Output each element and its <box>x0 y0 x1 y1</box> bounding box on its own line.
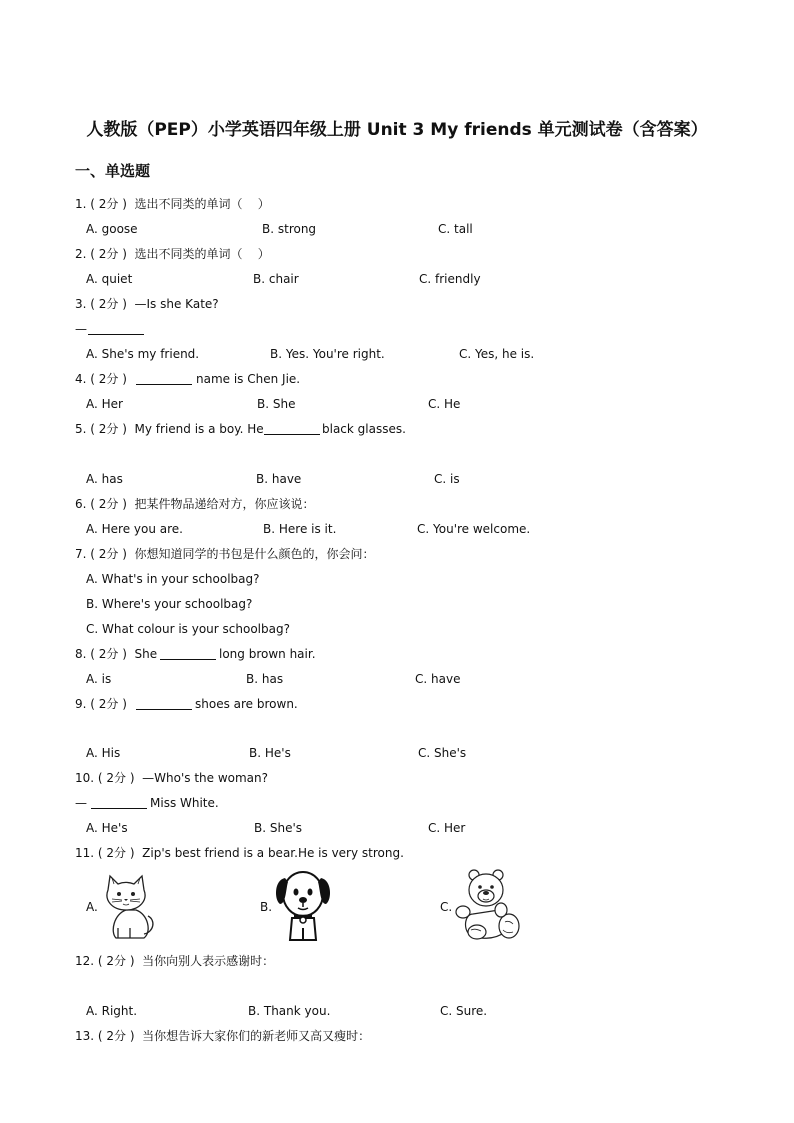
q2-option-a[interactable]: A. quiet <box>86 272 133 286</box>
q1-option-c[interactable]: C. tall <box>438 222 473 236</box>
question-9-tail: shoes are brown. <box>195 697 298 711</box>
q12-option-c[interactable]: C. Sure. <box>440 1004 488 1018</box>
q4-option-b[interactable]: B. She <box>257 397 296 411</box>
q11-option-b[interactable]: B. <box>260 900 273 914</box>
q7-option-c[interactable]: C. What colour is your schoolbag? <box>86 622 290 636</box>
q10-option-c[interactable]: C. Her <box>428 821 466 835</box>
q8-option-c[interactable]: C. have <box>415 672 461 686</box>
q1-option-a[interactable]: A. goose <box>86 222 138 236</box>
question-1: 1. ( 2分 ) 选出不同类的单词（ ） <box>75 197 270 211</box>
q3-option-b[interactable]: B. Yes. You're right. <box>270 347 385 361</box>
question-5-tail: black glasses. <box>322 422 406 436</box>
question-4: 4. ( 2分 ) <box>75 372 127 386</box>
question-2: 2. ( 2分 ) 选出不同类的单词（ ） <box>75 247 270 261</box>
q3-option-a[interactable]: A. She's my friend. <box>86 347 200 361</box>
q1-option-b[interactable]: B. strong <box>262 222 317 236</box>
q5-option-b[interactable]: B. have <box>256 472 302 486</box>
question-13: 13. ( 2分 ) 当你想告诉大家你们的新老师又高又瘦时： <box>75 1029 371 1043</box>
q11-option-c[interactable]: C. <box>440 900 453 914</box>
q12-option-a[interactable]: A. Right. <box>86 1004 138 1018</box>
q3-answer-dash: — <box>75 322 87 336</box>
q10-option-a[interactable]: A. He's <box>86 821 128 835</box>
q9-answer-blank[interactable] <box>136 709 192 710</box>
question-6: 6. ( 2分 ) 把某件物品递给对方，你应该说： <box>75 497 315 511</box>
q5-option-c[interactable]: C. is <box>434 472 460 486</box>
q9-option-b[interactable]: B. He's <box>249 746 291 760</box>
question-7: 7. ( 2分 ) 你想知道同学的书包是什么颜色的，你会问： <box>75 547 375 561</box>
q12-option-b[interactable]: B. Thank you. <box>248 1004 331 1018</box>
q10-option-b[interactable]: B. She's <box>254 821 303 835</box>
q4-answer-blank[interactable] <box>136 384 192 385</box>
q8-answer-blank[interactable] <box>160 659 216 660</box>
question-3: 3. ( 2分 ) —Is she Kate? <box>75 297 219 311</box>
q4-option-c[interactable]: C. He <box>428 397 461 411</box>
dog-picture[interactable] <box>272 866 334 946</box>
q4-option-a[interactable]: A. Her <box>86 397 123 411</box>
q8-option-b[interactable]: B. has <box>246 672 284 686</box>
q8-option-a[interactable]: A. is <box>86 672 112 686</box>
q6-option-a[interactable]: A. Here you are. <box>86 522 183 536</box>
q5-option-a[interactable]: A. has <box>86 472 123 486</box>
question-5: 5. ( 2分 ) My friend is a boy. He <box>75 422 264 436</box>
section-heading: 一、单选题 <box>75 162 151 180</box>
q3-answer-blank[interactable] <box>88 334 144 335</box>
question-9: 9. ( 2分 ) <box>75 697 127 711</box>
q2-option-c[interactable]: C. friendly <box>419 272 481 286</box>
q11-option-a[interactable]: A. <box>86 900 98 914</box>
q6-option-b[interactable]: B. Here is it. <box>263 522 337 536</box>
q3-option-c[interactable]: C. Yes, he is. <box>459 347 535 361</box>
cat-picture[interactable] <box>96 870 158 944</box>
q5-answer-blank[interactable] <box>264 434 320 435</box>
question-4-tail: name is Chen Jie. <box>196 372 301 386</box>
q10-answer-dash: — <box>75 796 87 810</box>
q9-option-a[interactable]: A. His <box>86 746 121 760</box>
question-11: 11. ( 2分 ) Zip's best friend is a bear.He is very strong. <box>75 846 404 860</box>
question-8-tail: long brown hair. <box>219 647 316 661</box>
q7-option-a[interactable]: A. What's in your schoolbag? <box>86 572 260 586</box>
q10-answer-blank[interactable] <box>91 808 147 809</box>
q7-option-b[interactable]: B. Where's your schoolbag? <box>86 597 253 611</box>
page-title: 人教版（PEP）小学英语四年级上册 Unit 3 My friends 单元测试卷（含答案） <box>86 120 708 140</box>
question-10: 10. ( 2分 ) —Who's the woman? <box>75 771 269 785</box>
question-12: 12. ( 2分 ) 当你向别人表示感谢时： <box>75 954 275 968</box>
q2-option-b[interactable]: B. chair <box>253 272 299 286</box>
question-8: 8. ( 2分 ) She <box>75 647 158 661</box>
q9-option-c[interactable]: C. She's <box>418 746 467 760</box>
q6-option-c[interactable]: C. You're welcome. <box>417 522 531 536</box>
bear-picture[interactable] <box>455 868 525 946</box>
question-10-tail: Miss White. <box>150 796 219 810</box>
